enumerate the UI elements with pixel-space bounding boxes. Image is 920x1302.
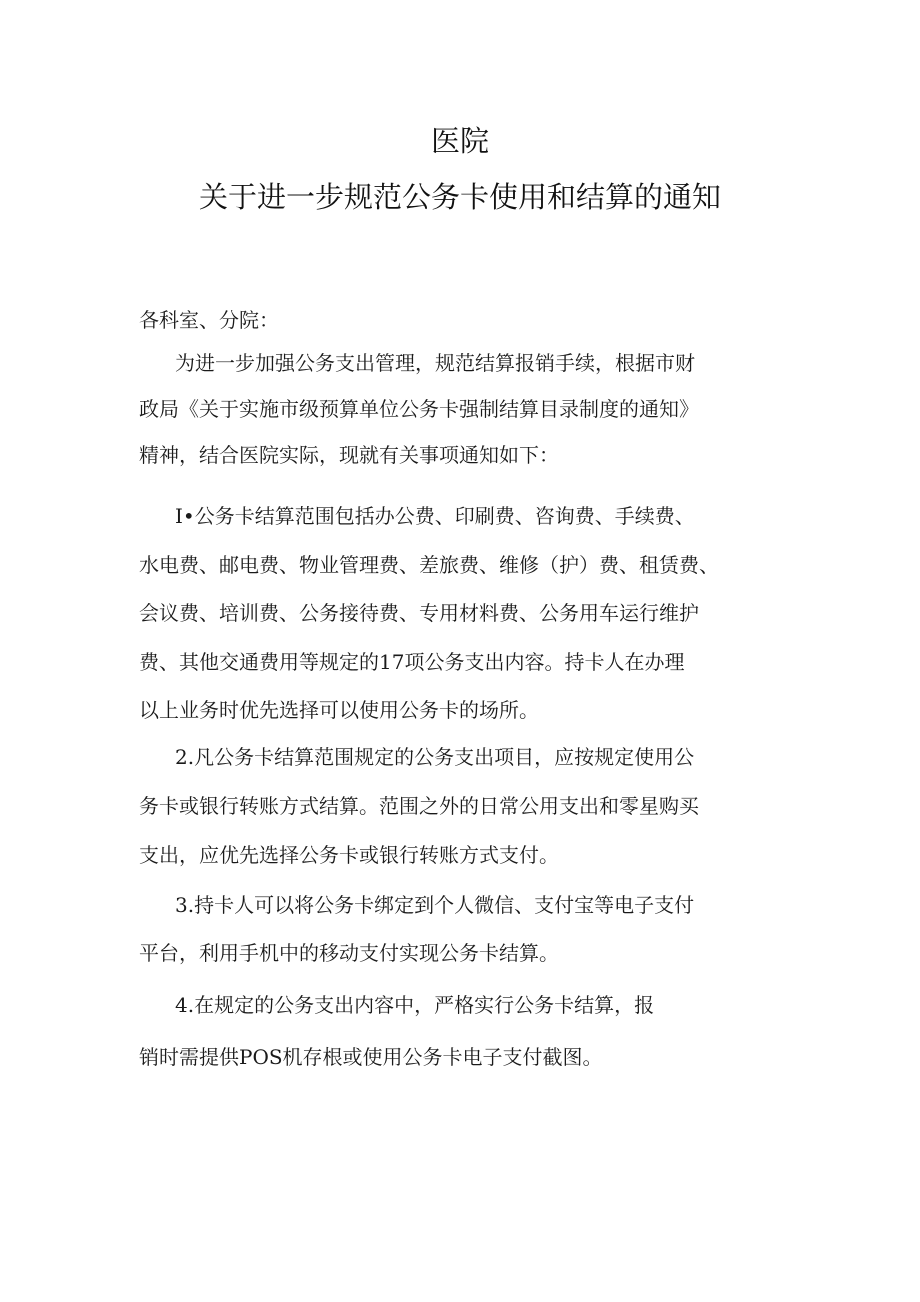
- paragraph-line: 以上业务时优先选择可以使用公务卡的场所。: [139, 698, 539, 722]
- paragraph-line: 费、其他交通费用等规定的17项公务支出内容。持卡人在办理: [139, 649, 685, 674]
- salutation: 各科室、分院：: [139, 308, 279, 332]
- notice-item-4: [139, 979, 789, 1083]
- paragraph-line: 2.凡公务卡结算范围规定的公务支出项目，应按规定使用公: [175, 745, 695, 769]
- paragraph-line: 销时需提供POS机存根或使用公务卡电子支付截图。: [139, 1045, 603, 1069]
- paragraph-line: 为进一步加强公务支出管理，规范结算报销手续，根据市财: [175, 351, 695, 375]
- paragraph-line: 精神，结合医院实际，现就有关事项通知如下：: [139, 443, 559, 467]
- notice-item-2: [139, 733, 789, 880]
- document-title-hospital: 医院: [430, 124, 489, 158]
- paragraph-line: 3.持卡人可以将公务卡绑定到个人微信、支付宝等电子支付: [175, 893, 695, 917]
- paragraph-line: 支出，应优先选择公务卡或银行转账方式支付。: [139, 843, 559, 867]
- document-title-notice: 关于进一步规范公务卡使用和结算的通知: [198, 180, 721, 214]
- paragraph-line: I•公务卡结算范围包括办公费、印刷费、咨询费、手续费、: [175, 504, 695, 528]
- intro-paragraph: [139, 340, 789, 478]
- paragraph-line: 平台，利用手机中的移动支付实现公务卡结算。: [139, 941, 559, 965]
- paragraph-line: 会议费、培训费、公务接待费、专用材料费、公务用车运行维护: [139, 601, 699, 625]
- paragraph-line: 政局《关于实施市级预算单位公务卡强制结算目录制度的通知》: [139, 397, 699, 421]
- notice-item-3: [139, 881, 789, 977]
- paragraph-line: 4.在规定的公务支出内容中，严格实行公务卡结算，报: [175, 993, 655, 1017]
- paragraph-line: 水电费、邮电费、物业管理费、差旅费、维修（护）费、租赁费、: [139, 552, 719, 577]
- notice-item-1: [139, 492, 789, 735]
- paragraph-line: 务卡或银行转账方式结算。范围之外的日常公用支出和零星购买: [139, 794, 699, 818]
